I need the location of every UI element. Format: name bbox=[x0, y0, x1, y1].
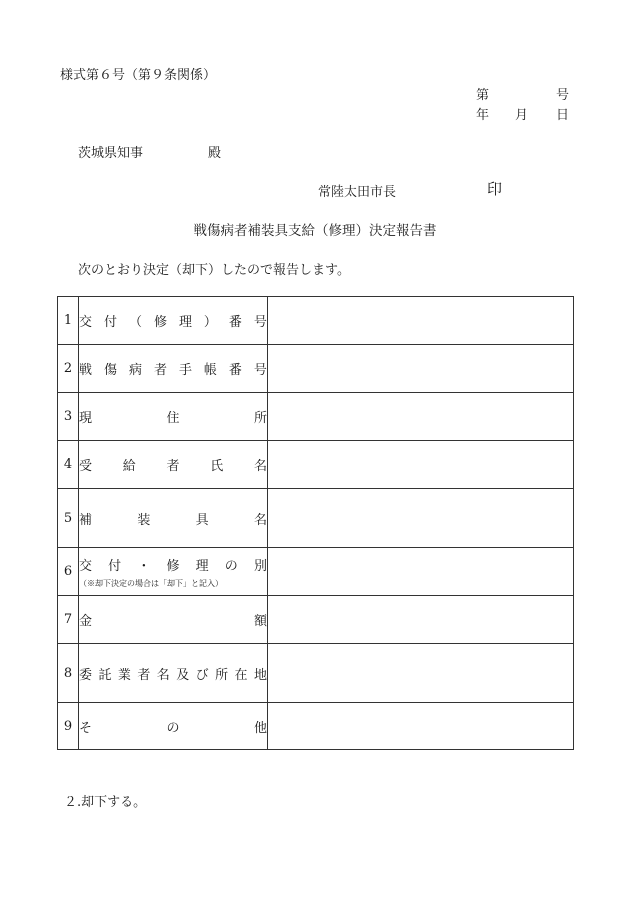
row-label-char: の bbox=[224, 558, 238, 574]
row-label-char: 付 bbox=[103, 315, 117, 330]
row-label-char: ・ bbox=[137, 558, 151, 574]
row-label bbox=[79, 297, 268, 345]
row-label bbox=[79, 441, 268, 489]
row-value-cell[interactable] bbox=[268, 441, 574, 489]
row-label-char: 委 bbox=[79, 667, 93, 683]
row-label-char: 病 bbox=[128, 363, 142, 378]
row-label-char: 名 bbox=[156, 667, 170, 683]
row-label-char: 理 bbox=[195, 558, 209, 574]
row-label bbox=[79, 393, 268, 441]
row-label-char: 所 bbox=[215, 667, 229, 683]
row-label-char: 住 bbox=[166, 411, 180, 426]
document-title: 戦傷病者補装具支給（修理）決定報告書 bbox=[193, 223, 437, 239]
row-label-char: 手 bbox=[178, 363, 192, 378]
row-label-char: 所 bbox=[253, 411, 267, 426]
row-label-char: 具 bbox=[195, 512, 209, 528]
row-label-char: 戦 bbox=[79, 363, 93, 378]
row-label-char: 名 bbox=[253, 459, 267, 474]
date-day: 日 bbox=[556, 108, 570, 123]
seal-mark: 印 bbox=[487, 180, 503, 198]
row-label-char: 別 bbox=[253, 558, 267, 574]
row-label-char: 業 bbox=[117, 667, 131, 683]
row-number: 1 bbox=[58, 297, 79, 345]
row-label-char: ） bbox=[203, 315, 217, 330]
report-table bbox=[57, 296, 574, 750]
row-label-char: 補 bbox=[79, 512, 93, 528]
row-label-char: 付 bbox=[108, 558, 122, 574]
row-label-char: 地 bbox=[253, 667, 267, 683]
row-note: （※却下決定の場合は「却下」と記入） bbox=[79, 578, 223, 588]
row-label bbox=[79, 703, 268, 750]
table-row bbox=[58, 441, 574, 489]
row-label-char: 番 bbox=[228, 363, 242, 378]
row-label-char: 他 bbox=[253, 720, 267, 736]
row-value-cell[interactable] bbox=[268, 297, 574, 345]
row-label-char: 号 bbox=[253, 363, 267, 378]
row-label-char: 理 bbox=[178, 315, 192, 330]
row-label-char: 名 bbox=[253, 512, 267, 528]
row-value-cell[interactable] bbox=[268, 644, 574, 703]
row-number: 8 bbox=[58, 644, 79, 703]
row-label-char: 号 bbox=[253, 315, 267, 330]
row-number: 9 bbox=[58, 703, 79, 750]
number-prefix: 第 bbox=[476, 88, 490, 103]
row-value-cell[interactable] bbox=[268, 596, 574, 644]
row-label-char: び bbox=[195, 667, 209, 683]
row-label-char: 番 bbox=[228, 315, 242, 330]
row-label-char: 交 bbox=[79, 315, 93, 330]
row-value-cell[interactable] bbox=[268, 489, 574, 548]
row-label-char: 氏 bbox=[210, 459, 224, 474]
row-label bbox=[79, 548, 268, 596]
table-row bbox=[58, 297, 574, 345]
table-row bbox=[58, 393, 574, 441]
table-row bbox=[58, 703, 574, 750]
sender-name: 常陸太田市長 bbox=[318, 185, 397, 200]
row-label-char: 帳 bbox=[203, 363, 217, 378]
row-label bbox=[79, 345, 268, 393]
row-label bbox=[79, 596, 268, 644]
row-number: 2 bbox=[58, 345, 79, 393]
form-id: 様式第６号（第９条関係） bbox=[60, 68, 217, 83]
row-label-char: 託 bbox=[98, 667, 112, 683]
date-year: 年 bbox=[476, 108, 490, 123]
table-row bbox=[58, 644, 574, 703]
row-label-char: 額 bbox=[253, 614, 267, 629]
row-number: 6 bbox=[58, 548, 79, 596]
row-label-char: の bbox=[166, 720, 180, 736]
row-number: 7 bbox=[58, 596, 79, 644]
table-row bbox=[58, 596, 574, 644]
row-label-char: 交 bbox=[79, 558, 93, 574]
row-value-cell[interactable] bbox=[268, 393, 574, 441]
row-value-cell[interactable] bbox=[268, 548, 574, 596]
row-label-char: 者 bbox=[137, 667, 151, 683]
date-month: 月 bbox=[515, 108, 529, 123]
table-row bbox=[58, 489, 574, 548]
row-label-char: 修 bbox=[153, 315, 167, 330]
row-label-char: 在 bbox=[234, 667, 248, 683]
row-value-cell[interactable] bbox=[268, 703, 574, 750]
row-label-char: 及 bbox=[176, 667, 190, 683]
row-label bbox=[79, 489, 268, 548]
row-label-char: 傷 bbox=[103, 363, 117, 378]
number-suffix: 号 bbox=[556, 88, 570, 103]
row-label-char: 装 bbox=[137, 512, 151, 528]
row-label-char: そ bbox=[79, 720, 93, 736]
intro-text: 次のとおり決定（却下）したので報告します。 bbox=[78, 263, 350, 278]
row-label-char: 受 bbox=[79, 459, 93, 474]
row-value-cell[interactable] bbox=[268, 345, 574, 393]
row-label-char: 金 bbox=[79, 614, 93, 629]
row-label-char: 修 bbox=[166, 558, 180, 574]
row-label-char: 現 bbox=[79, 411, 93, 426]
row-label-char: 者 bbox=[166, 459, 180, 474]
footer-note: ２.却下する。 bbox=[64, 795, 147, 810]
row-number: 3 bbox=[58, 393, 79, 441]
row-label-char: 給 bbox=[122, 459, 136, 474]
row-label bbox=[79, 644, 268, 703]
table-row bbox=[58, 345, 574, 393]
addressee-honorific: 殿 bbox=[208, 146, 222, 161]
row-label-char: 者 bbox=[153, 363, 167, 378]
row-number: 4 bbox=[58, 441, 79, 489]
row-label-char: （ bbox=[128, 315, 142, 330]
table-row bbox=[58, 548, 574, 596]
row-number: 5 bbox=[58, 489, 79, 548]
addressee-name: 茨城県知事 bbox=[78, 146, 144, 161]
